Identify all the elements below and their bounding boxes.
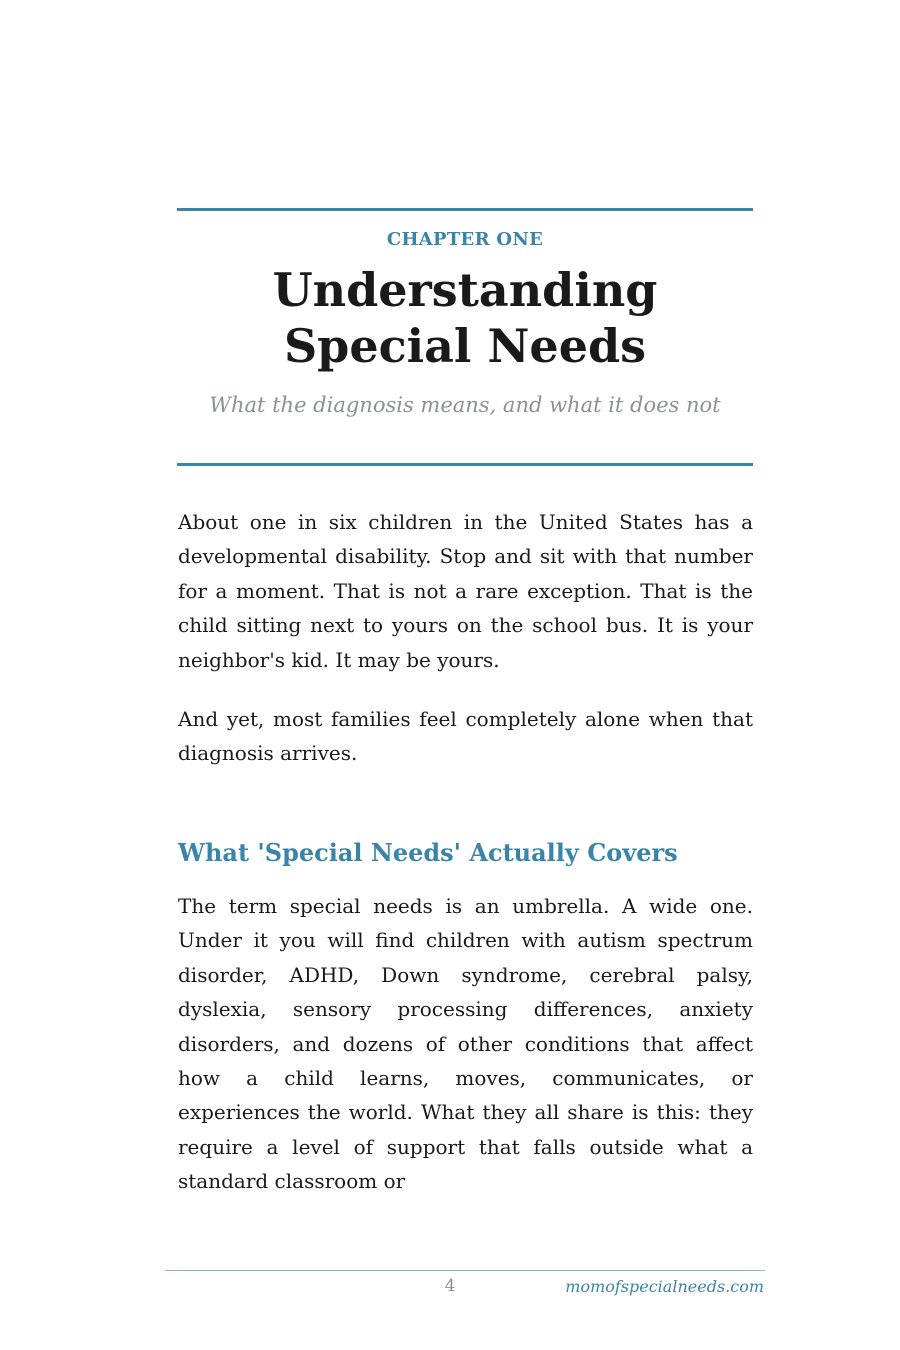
chapter-title-line2: Special Needs xyxy=(283,319,647,373)
footer-site-link[interactable]: momofspecialneeds.com xyxy=(565,1277,764,1296)
footer-rule xyxy=(165,1270,765,1271)
chapter-bottom-rule xyxy=(177,463,753,466)
page-number: 4 xyxy=(444,1276,456,1296)
section-paragraph-1: The term special needs is an umbrella. A wide one. Under it you will find children with autism spectrum disorder, ADHD, Down syndrome, cerebral palsy, dyslexia, sensory processing differences, anxiety disorders, and dozens of other conditions that affect how a child learns, moves, communicates, or experiences the world. What they all share is this: they require a level of support that falls outside what a standard classroom or xyxy=(178,894,753,1194)
intro-paragraph-1: About one in six children in the United States has a developmental disability. Stop and sit with that number for a moment. That is not a rare exception. That is the child sitting next to yours on the school bus. It is your neighbor's kid. It may be yours. xyxy=(178,510,753,672)
chapter-title-line1: Understanding xyxy=(272,263,658,317)
chapter-label: CHAPTER ONE xyxy=(386,229,544,250)
chapter-subtitle: What the diagnosis means, and what it does not xyxy=(209,393,721,417)
chapter-top-rule xyxy=(177,208,753,211)
section-heading: What 'Special Needs' Actually Covers xyxy=(178,838,678,867)
chapter-title xyxy=(120,262,810,374)
intro-paragraph-2: And yet, most families feel completely alone when that diagnosis arrives. xyxy=(178,707,753,766)
